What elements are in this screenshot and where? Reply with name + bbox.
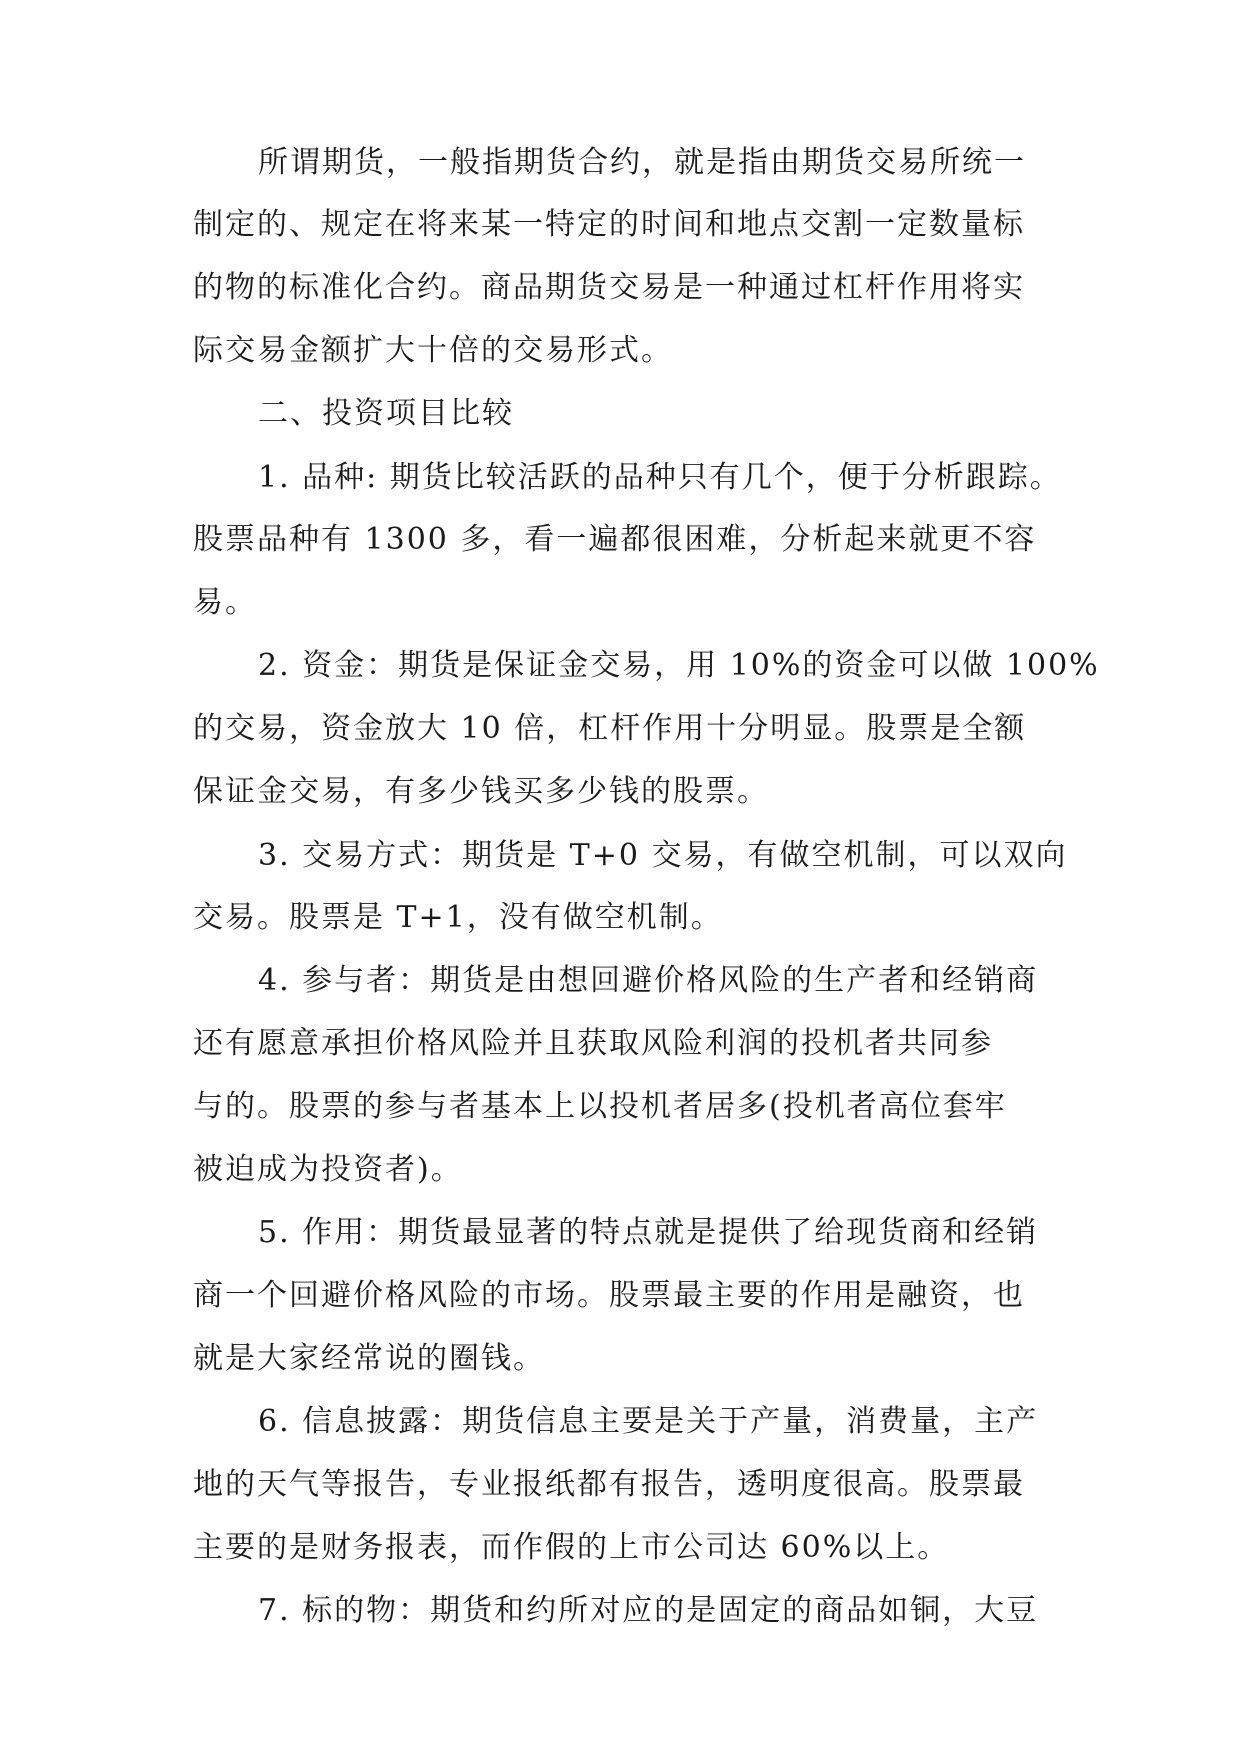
text-line: 的物的标准化合约。商品期货交易是一种通过杠杆作用将实 [193,270,1025,305]
text-line: 4. 参与者：期货是由想回避价格风险的生产者和经销商 [258,963,1039,998]
text-line: 地的天气等报告，专业报纸都有报告，透明度很高。股票最 [193,1467,1025,1502]
section-heading: 二、投资项目比较 [258,396,514,431]
text-line: 7. 标的物：期货和约所对应的是固定的商品如铜，大豆 [258,1593,1039,1628]
text-line: 2. 资金：期货是保证金交易，用 10%的资金可以做 100% [258,648,1100,683]
text-line: 商一个回避价格风险的市场。股票最主要的作用是融资，也 [193,1278,1025,1313]
text-line: 5. 作用：期货最显著的特点就是提供了给现货商和经销 [258,1215,1039,1250]
text-line: 际交易金额扩大十倍的交易形式。 [193,333,673,368]
text-line: 所谓期货，一般指期货合约，就是指由期货交易所统一 [258,145,1026,180]
text-line: 与的。股票的参与者基本上以投机者居多(投机者高位套牢 [193,1089,1007,1124]
text-line: 股票品种有 1300 多，看一遍都很困难，分析起来就更不容 [193,522,1037,557]
text-line: 3. 交易方式：期货是 T+0 交易，有做空机制，可以双向 [258,838,1068,873]
text-line: 保证金交易，有多少钱买多少钱的股票。 [193,774,769,809]
text-line: 被迫成为投资者)。 [193,1152,463,1187]
text-line: 6. 信息披露：期货信息主要是关于产量，消费量，主产 [258,1404,1039,1439]
text-line: 1. 品种: 期货比较活跃的品种只有几个，便于分析跟踪。 [258,460,1062,495]
text-line: 主要的是财务报表，而作假的上市公司达 60%以上。 [193,1530,950,1565]
text-line: 易。 [193,585,257,620]
text-line: 制定的、规定在将来某一特定的时间和地点交割一定数量标 [193,207,1025,242]
text-line: 还有愿意承担价格风险并且获取风险利润的投机者共同参 [193,1026,993,1061]
text-line: 就是大家经常说的圈钱。 [193,1341,545,1376]
text-line: 交易。股票是 T+1，没有做空机制。 [193,900,723,935]
text-line: 的交易，资金放大 10 倍，杠杆作用十分明显。股票是全额 [193,711,1027,746]
